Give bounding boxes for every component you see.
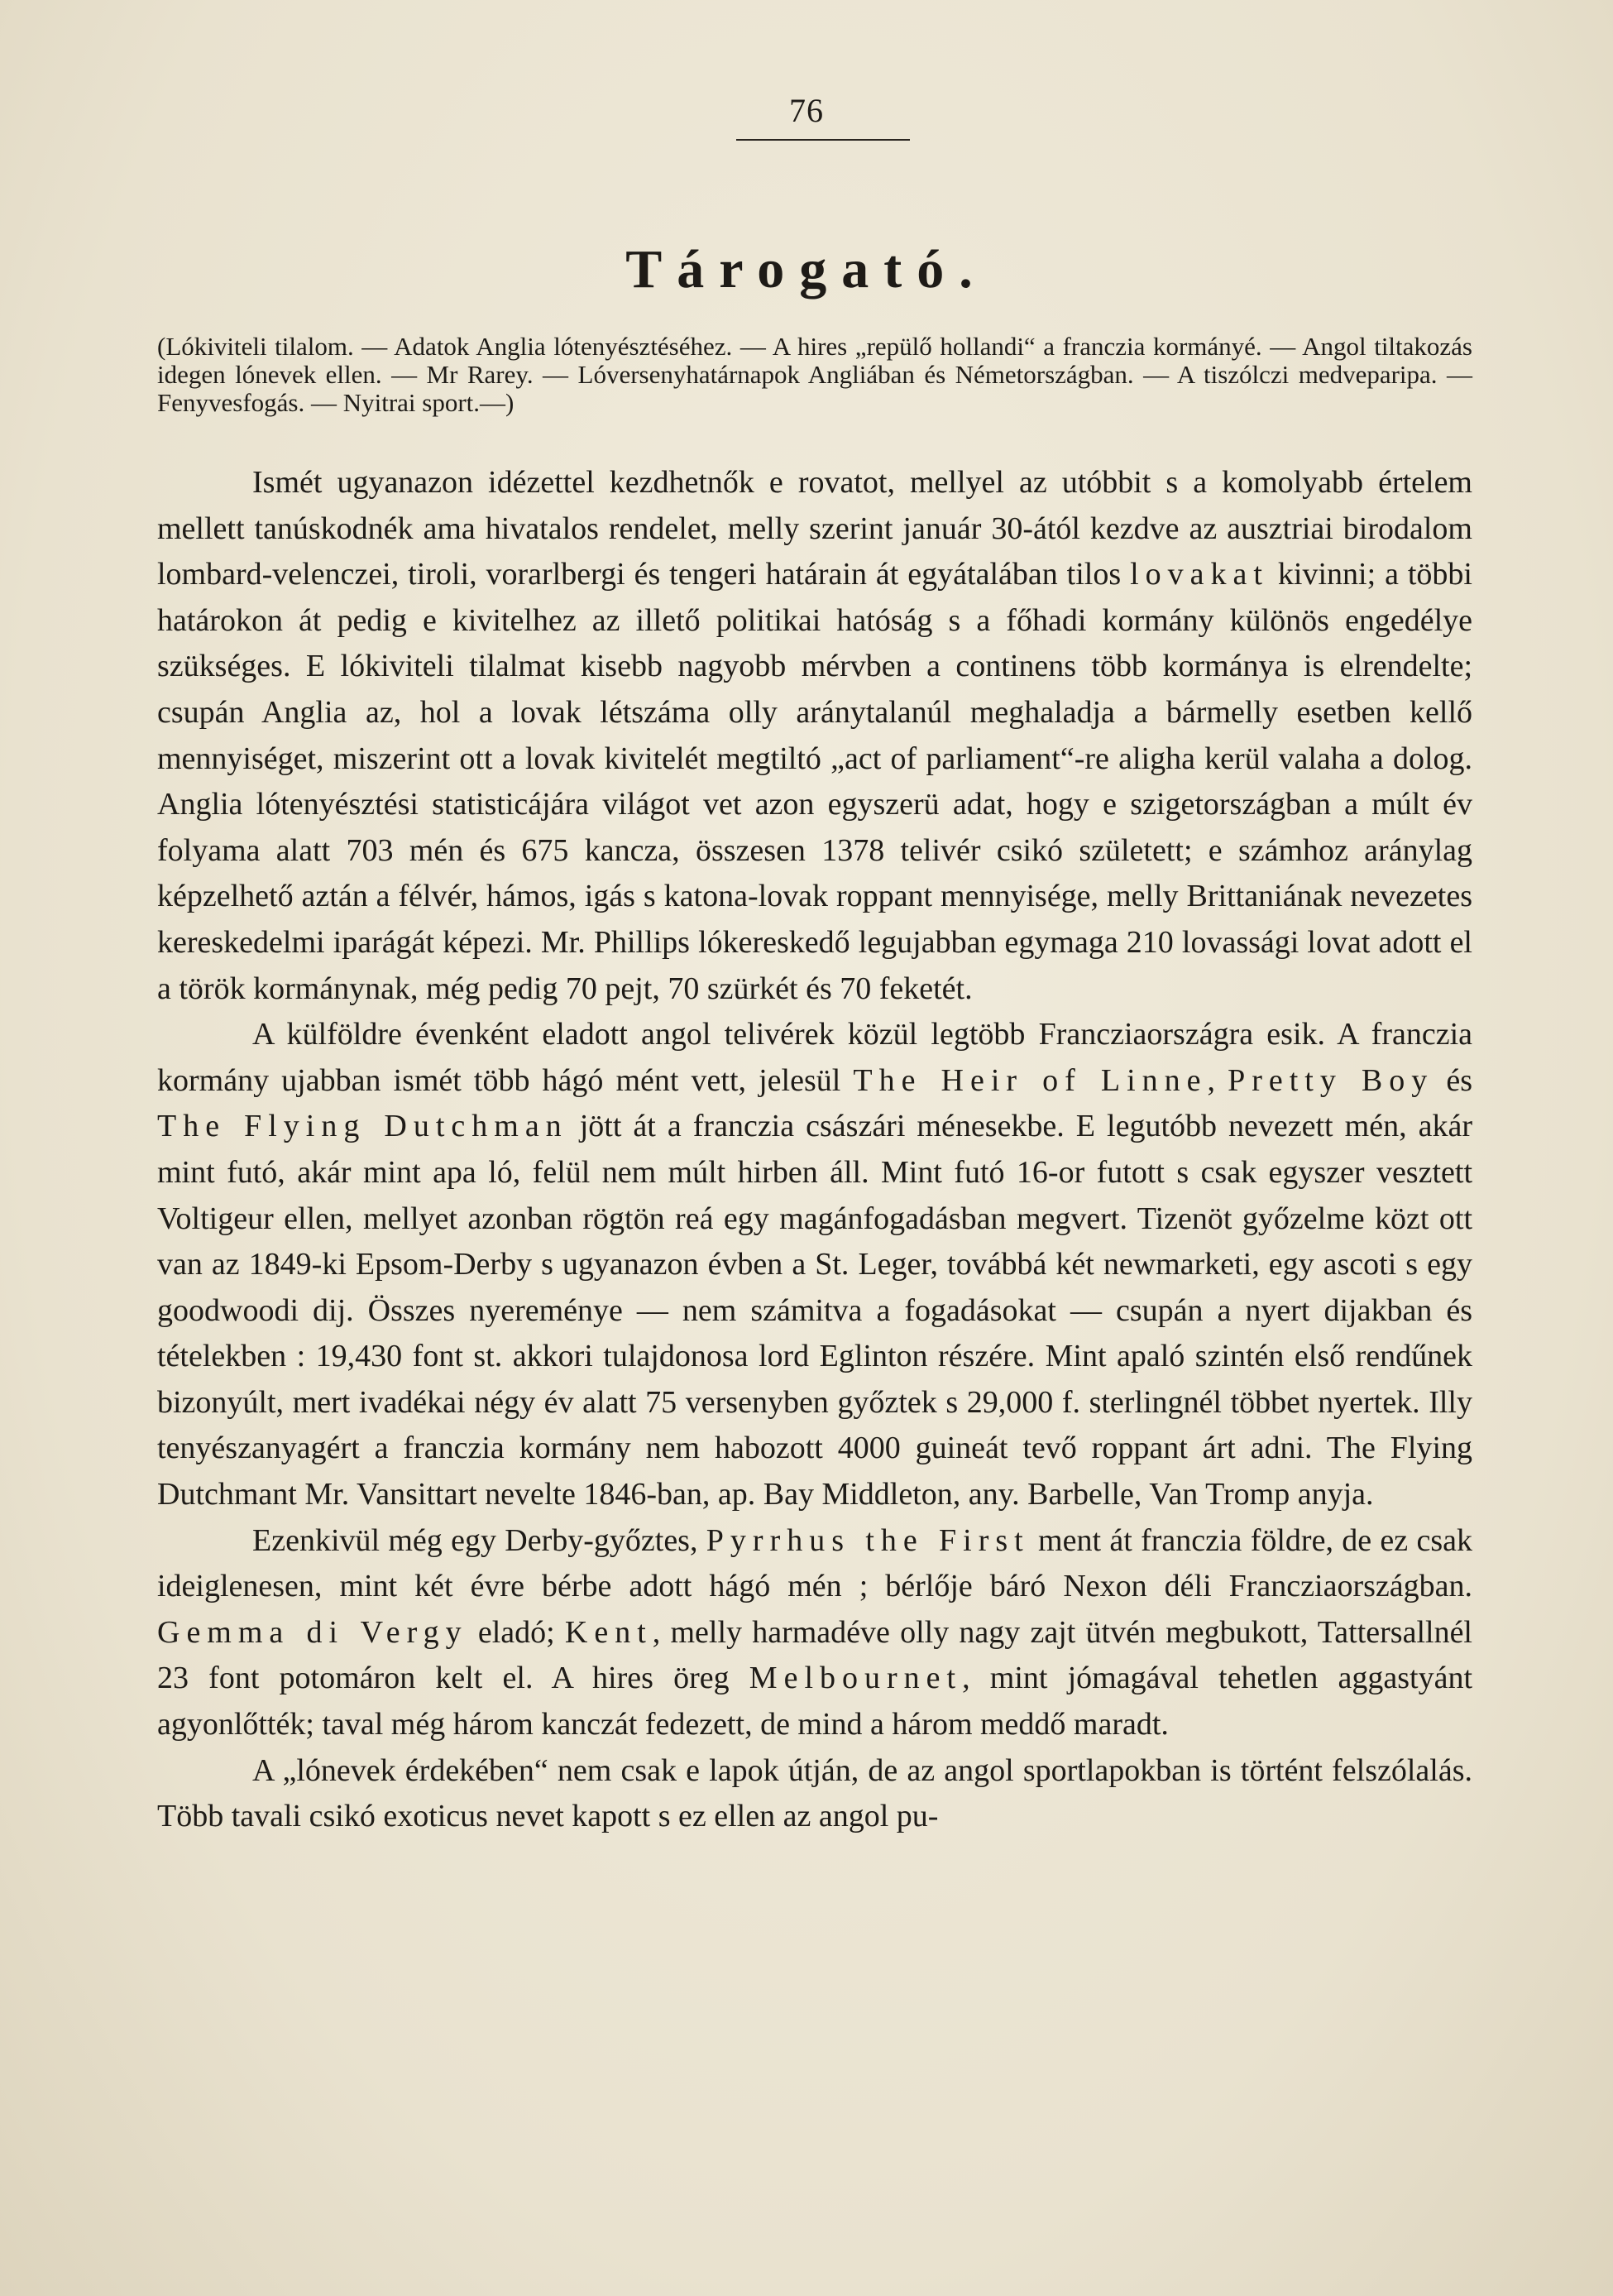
- text-run: jött át a franczia császári ménesekbe. E legutóbb nevezett mén, akár mint futó, akár mint apa ló, felül nem múlt hirben áll. Mint futó 16-or futott s csak egyszer vesztett Voltigeur ellen, mellyet azonban rögtön reá egy magánfogadásban megvert. Tizenöt győzelme közt ott van az 1849-ki Epsom-Derby s ugyanazon évben a St. Leger, továbbá két newmarketi, egy ascoti s egy goodwoodi dij. Összes nyereménye — nem számitva a fogadásokat — csupán a nyert dijakban és tételekben : 19,430 font st. akkori tulajdonosa lord Eglinton részére. Mint apaló szintén első rendűnek bizonyúlt, mert ivadékai négy év alatt 75 versenyben győztek s 29,000 f. sterlingnél többet nyertek. Illy tenyészanyagért a franczia kormány nem habozott 4000 guineát tevő roppant árt adni. The Flying Dutchmant Mr. Vansittart nevelte 1846-ban, ap. Bay Middleton, any. Barbelle, Van Tromp anyja.: [157, 1109, 1472, 1512]
- text-run: eladó;: [467, 1614, 565, 1650]
- spaced-emphasis: Gemma di Vergy: [157, 1614, 468, 1650]
- spaced-emphasis: Pyrrhus the First: [706, 1522, 1030, 1558]
- paragraph: [157, 1012, 1472, 1518]
- text-run: A külföldre évenként eladott angol telivérek közül legtöbb Francziaországra esik. A franczia kormány ujabban ismét több hágó mént vett, jelesül: [157, 1017, 1472, 1098]
- text-run: ,: [1207, 1062, 1228, 1098]
- body-text: [157, 460, 1472, 1840]
- spaced-emphasis: Melbournet: [749, 1661, 963, 1696]
- paragraph: [157, 460, 1472, 1012]
- text-run: Ismét ugyanazon idézettel kezdhetnők e rovatot, mellyel az utóbbit s a komolyabb értelem mellett tanúskodnék ama hivatalos rendelet, melly szerint január 30-ától kezdve az ausztriai birodalom lombard-velenczei, tiroli, vorarlbergi és tengeri határain át egyátalában tilos: [157, 465, 1472, 592]
- page-number: 76: [789, 92, 824, 129]
- chapter-summary: (Lókiviteli tilalom. — Adatok Anglia lótenyésztéséhez. — A hires „repülő hollandi“ a franczia kormányé. — Angol tiltakozás idegen lónevek ellen. — Mr Rarey. — Lóversenyhatárnapok Angliában és Németországban. — A tiszólczi medveparipa. — Fenyvesfogás. — Nyitrai sport.—): [157, 332, 1472, 417]
- text-run: A „lónevek érdekében“ nem csak e lapok útján, de az angol sportlapokban is történt felszólalás. Több tavali csikó exoticus nevet kapott s ez ellen az angol pu-: [157, 1752, 1472, 1834]
- paragraph: [157, 1748, 1472, 1840]
- text-run: és: [1434, 1062, 1473, 1098]
- spaced-emphasis: Pretty Boy: [1228, 1062, 1434, 1098]
- chapter-title: Tárogató.: [625, 239, 988, 300]
- spaced-emphasis: lovakat: [1130, 557, 1269, 592]
- header-rule: [736, 139, 910, 141]
- text-run: , mint jómagával tehetlen aggastyánt agyonlőtték; taval még három kanczát fedezett, de mind a három meddő maradt.: [157, 1661, 1473, 1742]
- text-run: ment át franczia földre, de ez csak ideiglenesen, mint két évre bérbe adott hágó mén ; bérlője báró Nexon déli Francziaországban.: [157, 1522, 1472, 1604]
- paragraph: [157, 1518, 1472, 1748]
- spaced-emphasis: The Heir of Linne: [853, 1062, 1208, 1098]
- text-run: , melly harmadéve olly nagy zajt ütvén megbukott, Tattersallnél 23 font potomáron kelt el. A hires öreg: [157, 1614, 1472, 1696]
- spaced-emphasis: Kent: [564, 1614, 653, 1650]
- text-run: Ezenkivül még egy Derby-győztes,: [252, 1522, 706, 1558]
- text-run: kivinni; a többi határokon át pedig e kivitelhez az illető politikai hatóság s a főhadi kormány különös engedélye szükséges. E lókiviteli tilalmat kisebb nagyobb mérvben a continens több kormánya is elrendelte; csupán Anglia az, hol a lovak létszáma olly aránytalanúl meghaladja a bármelly esetben kellő mennyiséget, miszerint ott a lovak kivitelét megtiltó „act of parliament“-re aligha kerül valaha a dolog. Anglia lótenyésztési statisticájára világot vet azon egyszerü adat, hogy e szigetországban a múlt év folyama alatt 703 mén és 675 kancza, összesen 1378 telivér csikó született; e számhoz aránylag képzelhető aztán a félvér, hámos, igás s katona-lovak roppant mennyisége, melly Brittaniának nevezetes kereskedelmi iparágát képezi. Mr. Phillips lókereskedő legujabban egymaga 210 lovassági lovat adott el a török kormánynak, még pedig 70 pejt, 70 szürkét és 70 feketét.: [157, 557, 1472, 1006]
- spaced-emphasis: The Flying Dutchman: [157, 1109, 568, 1144]
